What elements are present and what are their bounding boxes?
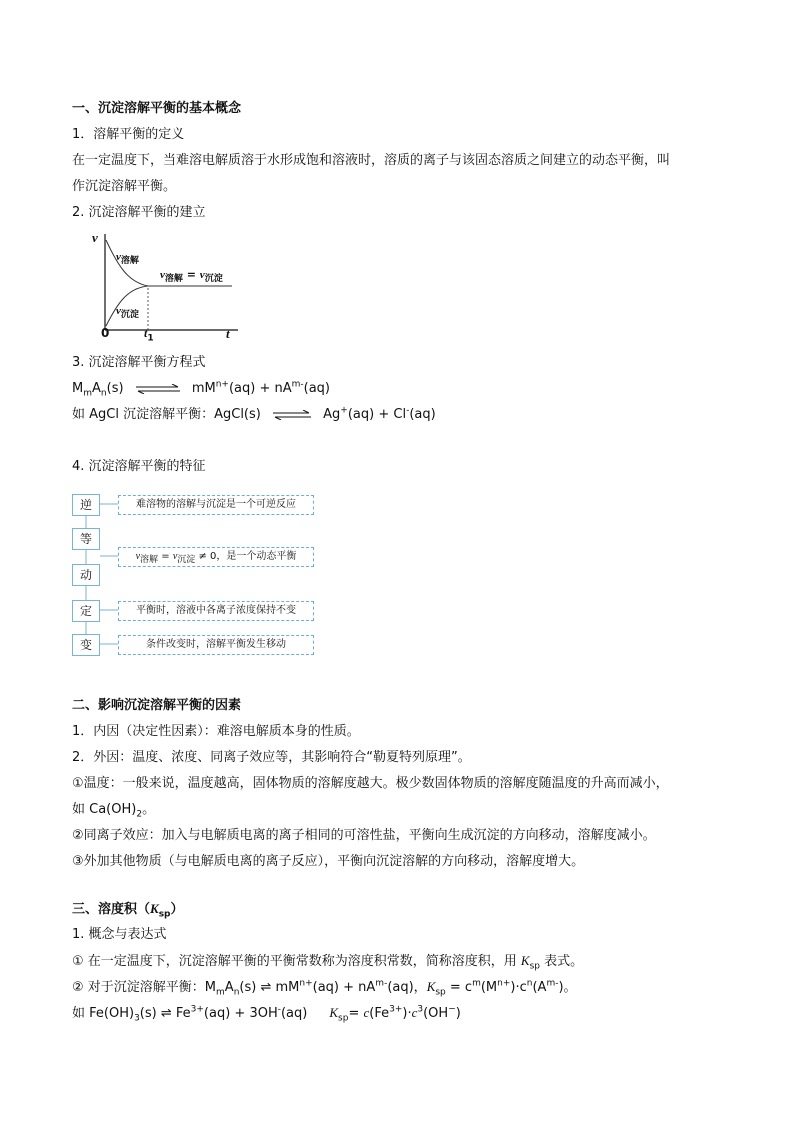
- feature-note-shift: 条件改变时，溶解平衡发生移动: [118, 635, 314, 655]
- equilibrium-graph: [88, 226, 248, 348]
- s2-p3b: 如 $Ca(OH)_2$。: [72, 802, 156, 820]
- graph-origin: 0: [101, 326, 110, 340]
- feature-box-dong: 动: [72, 564, 100, 586]
- section1-heading: 一、沉淀溶解平衡的基本概念: [72, 101, 242, 116]
- s4-title: 4. 沉淀溶解平衡的特征: [72, 459, 206, 474]
- section3-heading: 三、溶度积$(K_{sp})$: [72, 901, 184, 920]
- feature-note-constant: 平衡时，溶液中各离子浓度保持不变: [118, 601, 314, 621]
- graph-equal-label: $v_{溶解} = v_{沉淀}$: [160, 268, 223, 285]
- graph-x-label: t: [226, 326, 230, 341]
- equation-agcl: 如 AgCl 沉淀溶解平衡：AgCl(s) Ag+(aq) + Cl-(aq): [72, 405, 436, 422]
- s2-p2: 2．外因：温度、浓度、同离子效应等，其影响符合“勒夏特列原理”。: [72, 750, 471, 765]
- s1-text-a: 在一定温度下，当难溶电解质溶于水形成饱和溶液时，溶质的离子与该固态溶质之间建立的动态平衡，叫: [72, 153, 671, 168]
- graph-v-dissolve: $v_{溶解}$: [116, 251, 139, 267]
- s2-p4: ②同离子效应：加入与电解质电离的离子相同的可溶性盐，平衡向生成沉淀的方向移动，溶解度减小。: [72, 828, 656, 843]
- feature-note-reversible: 难溶物的溶解与沉淀是一个可逆反应: [118, 495, 314, 515]
- graph-t1-label: $t_1$: [144, 326, 154, 344]
- s1-text-b: 作沉淀溶解平衡。: [72, 179, 177, 194]
- equation-general: $M_mA_n(s) mM^{n+}(aq) + nA^{m-}(aq)$: [72, 379, 331, 399]
- s2-p1: 1．内因（决定性因素）：难溶电解质本身的性质。: [72, 724, 360, 739]
- graph-y-label: v: [92, 230, 98, 245]
- section2-heading: 二、影响沉淀溶解平衡的因素: [72, 698, 242, 713]
- s3-p1: 1. 概念与表达式: [72, 927, 167, 942]
- graph-v-precip: $v_{沉淀}$: [116, 305, 139, 321]
- equilibrium-arrow-icon: [134, 384, 182, 394]
- s2-title: 2. 沉淀溶解平衡的建立: [72, 205, 206, 220]
- s3-p4: 如 $Fe(OH)_3(s)$ ⇌ $Fe^{3+}(aq) + 3OH^-(aq)$ $K_{sp}= c(Fe^{3+})\cdot c^3(OH^-)$: [72, 1004, 461, 1024]
- s3-p2: ① 在一定温度下，沉淀溶解平衡的平衡常数称为溶度积常数，简称溶度积，用 $K_{sp}$ 表式。: [72, 953, 584, 972]
- features-diagram: [72, 492, 322, 662]
- feature-note-dynamic: $v_{溶解} = v_{沉淀} \ne 0$，是一个动态平衡: [118, 547, 314, 567]
- feature-box-ni: 逆: [72, 494, 100, 516]
- s3-title: 3. 沉淀溶解平衡方程式: [72, 355, 206, 370]
- s3-p3: ② 对于沉淀溶解平衡：$M_mA_n(s)$ ⇌ $mM^{n+}(aq) + nA^{m-}(aq)$，$K_{sp} = c^m(M^{n+})\cdot c^n(A^{m-})$。: [72, 978, 577, 998]
- feature-box-ding: 定: [72, 600, 100, 622]
- feature-box-deng: 等: [72, 528, 100, 550]
- feature-box-bian: 变: [72, 634, 100, 656]
- equilibrium-arrow-icon: [271, 410, 313, 420]
- s2-p5: ③外加其他物质（与电解质电离的离子反应），平衡向沉淀溶解的方向移动，溶解度增大。: [72, 854, 585, 869]
- s1-title: 1．溶解平衡的定义: [72, 127, 185, 142]
- s2-p3a: ①温度：一般来说，温度越高，固体物质的溶解度越大。极少数固体物质的溶解度随温度的升高而减小，: [72, 776, 669, 791]
